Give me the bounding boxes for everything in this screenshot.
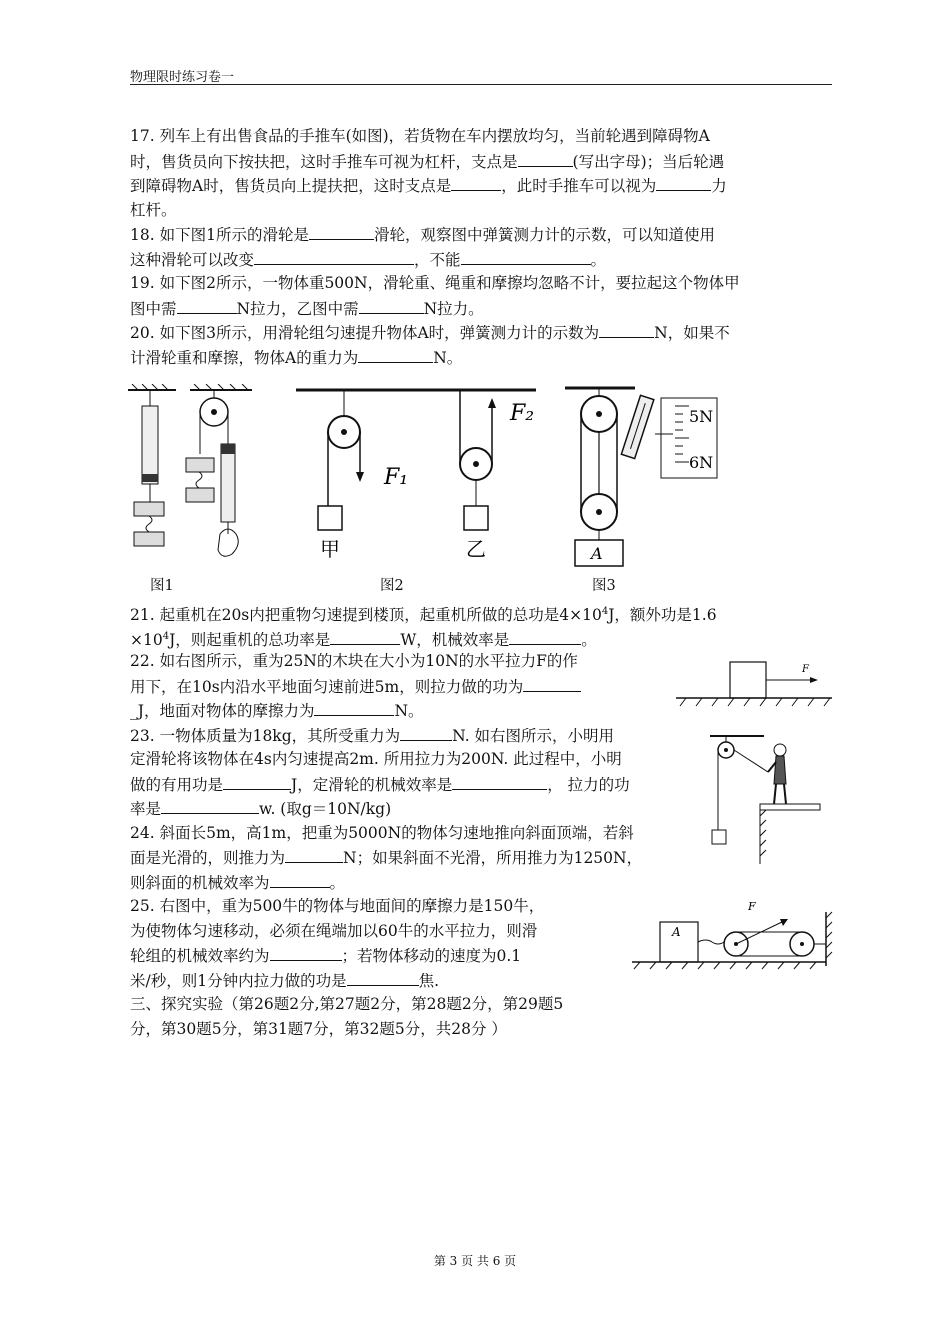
- figure-1-caption: 图1: [150, 578, 174, 594]
- answer-blank[interactable]: [314, 698, 394, 716]
- answer-blank[interactable]: [452, 772, 547, 790]
- block-a-label-q25: A: [672, 925, 681, 939]
- page-footer: [0, 1252, 950, 1269]
- answer-blank[interactable]: [347, 968, 419, 986]
- answer-blank[interactable]: [599, 320, 654, 338]
- q17-line2: 时，售货员向下按扶把，这时手推车可视为杠杆，支点是 (写出字母)；当后轮遇: [130, 149, 835, 174]
- section3-line2: 分，第30题5分，第31题7分，第32题5分，共28分 ）: [130, 1019, 507, 1038]
- answer-blank[interactable]: [285, 845, 343, 863]
- answer-blank[interactable]: [461, 247, 591, 265]
- answer-blank[interactable]: [177, 296, 237, 314]
- q23-line1: 23. 一物体质量为18kg，其所受重力为 N. 如右图所示，小明用: [130, 723, 835, 748]
- q25-line2: 为使物体匀速移动，必须在绳端加以60牛的水平拉力，则滑: [130, 921, 538, 940]
- figure-q22-block: [676, 656, 836, 716]
- questions-17-20: [130, 124, 835, 369]
- answer-blank[interactable]: [359, 296, 424, 314]
- q17-line1: 17. 列车上有出售食品的手推车(如图)，若货物在车内摆放均匀，当前轮遇到障碍物A: [130, 127, 710, 145]
- scale-5n-label: 5N: [689, 407, 714, 426]
- force-f1-label: F₁: [384, 465, 409, 490]
- q23-line2: 定滑轮将该物体在4s内匀速提高2m. 所用拉力为200N. 此过程中，小明: [130, 750, 622, 768]
- figure-q25-pulley-group: [632, 898, 837, 970]
- scale-6n-label: 6N: [689, 453, 714, 472]
- q19-line1: 19. 如下图2所示，一物体重500N，滑轮重、绳重和摩擦均忽略不计，要拉起这个物体甲: [130, 274, 740, 292]
- figure-2-caption: 图2: [380, 578, 404, 594]
- q25-line4: 米/秒，则1分钟内拉力做的功是 焦.: [130, 968, 835, 993]
- q17-line4: 杠杆。: [130, 200, 177, 219]
- page-number: 第 3 页 共 6 页: [433, 1254, 517, 1268]
- answer-blank[interactable]: [309, 222, 374, 240]
- force-f-label: F: [802, 664, 809, 675]
- answer-blank[interactable]: [270, 943, 342, 961]
- block-a-label: A: [591, 544, 603, 563]
- q17-line3: 到障碍物A时，售货员向上提扶把，这时支点是 ，此时手推车可以视为 力: [130, 173, 835, 198]
- answer-blank[interactable]: [509, 627, 581, 645]
- q22-line3: _J，地面对物体的摩擦力为 N。: [130, 698, 650, 723]
- q19-line2: 图中需 N拉力，乙图中需 N拉力。: [130, 296, 835, 321]
- page-header: [130, 66, 832, 85]
- answer-blank[interactable]: [656, 173, 711, 191]
- q18-line1: 18. 如下图1所示的滑轮是 滑轮，观察图中弹簧测力计的示数，可以知道使用: [130, 222, 835, 247]
- answer-blank[interactable]: [451, 173, 501, 191]
- force-f2-label: F₂: [510, 401, 535, 426]
- q25-line3: 轮组的机械效率约为 ；若物体移动的速度为0.1: [130, 943, 835, 968]
- answer-blank[interactable]: [161, 796, 259, 814]
- answer-blank[interactable]: [270, 870, 330, 888]
- header-title: 物理限时练习卷一: [130, 70, 235, 85]
- figure-q23-fixed-pulley: [710, 732, 822, 867]
- answer-blank[interactable]: [254, 247, 414, 265]
- q21-line2: $\times 10^4J$，则起重机的总功率是 W，机械效率是 。: [130, 625, 835, 650]
- figure-1-fixed-pulley: [128, 384, 268, 569]
- figure-2-pulleys: [296, 384, 536, 559]
- q22-line1: 22. 如右图所示，重为25N的木块在大小为10N的水平拉力F的作: [130, 652, 578, 670]
- label-yi: 乙: [466, 537, 486, 559]
- q23-line3: 做的有用功是 J，定滑轮的机械效率是 ， 拉力的功: [130, 772, 835, 797]
- q24-line1: 24. 斜面长5m，高1m，把重为5000N的物体匀速地推向斜面顶端，若斜: [130, 823, 634, 842]
- q24-line2: 面是光滑的，则推力为 N；如果斜面不光滑，所用推力为1250N，: [130, 845, 835, 870]
- answer-blank[interactable]: [523, 674, 581, 692]
- answer-blank[interactable]: [330, 627, 400, 645]
- q18-line2: 这种滑轮可以改变 ，不能 。: [130, 247, 835, 272]
- q20-line2: 计滑轮重和摩擦，物体A的重力为 N。: [130, 345, 835, 370]
- q23-line4: 率是 w. (取g＝10N/kg): [130, 796, 835, 821]
- label-jia: 甲: [320, 537, 340, 559]
- answer-blank[interactable]: [400, 723, 452, 741]
- q22-line2: 用下，在10s内沿水平地面匀速前进5m，则拉力做的功为: [130, 674, 650, 699]
- q21-line1: 21. 起重机在20s内把重物匀速提到楼顶，起重机所做的总功是$4\times 10^4J$，额外功是1.6: [130, 606, 717, 625]
- answer-blank[interactable]: [358, 345, 433, 363]
- figure-3-caption: 图3: [592, 578, 616, 594]
- figure-3-pulley-group: [565, 384, 720, 569]
- section3-line1: 三、探究实验（第26题2分,第27题2分，第28题2分，第29题5: [130, 995, 564, 1013]
- q20-line1: 20. 如下图3所示，用滑轮组匀速提升物体A时，弹簧测力计的示数为 N，如果不: [130, 320, 835, 345]
- force-f-label-q25: F: [748, 900, 756, 913]
- answer-blank[interactable]: [518, 149, 573, 167]
- answer-blank[interactable]: [223, 772, 291, 790]
- q25-line1: 25. 右图中，重为500牛的物体与地面间的摩擦力是150牛，: [130, 897, 545, 915]
- q24-line3: 则斜面的机械效率为 。: [130, 870, 835, 895]
